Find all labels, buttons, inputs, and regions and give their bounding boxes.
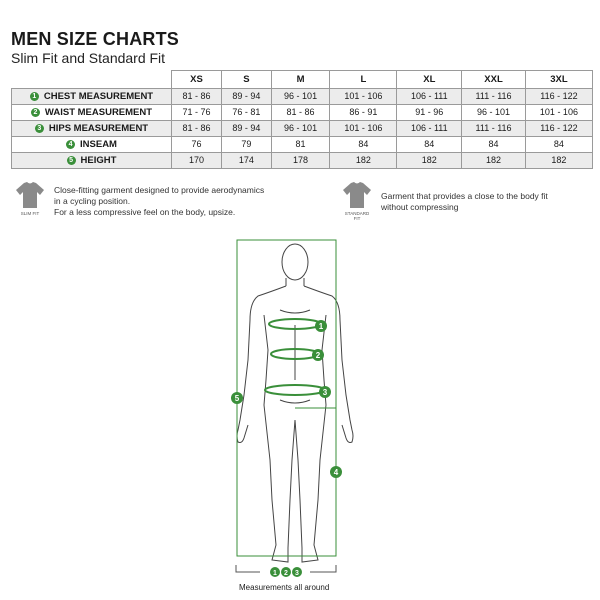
table-cell: 178 xyxy=(271,153,330,169)
row-label-text: WAIST MEASUREMENT xyxy=(44,107,153,118)
table-cell: 106 - 111 xyxy=(397,121,462,137)
row-label xyxy=(12,153,172,169)
marker-label: 5 xyxy=(234,394,240,403)
marker-badge: 3 xyxy=(35,124,44,133)
table-row xyxy=(12,121,593,137)
marker-label: 2 xyxy=(315,351,321,360)
footer-marker: 3 xyxy=(295,570,299,577)
table-cell: 86 - 91 xyxy=(330,105,397,121)
table-row xyxy=(12,105,593,121)
size-header: 3XL xyxy=(525,71,592,89)
table-cell: 111 - 116 xyxy=(462,89,526,105)
table-cell: 81 - 86 xyxy=(172,121,222,137)
marker-badge: 1 xyxy=(30,92,39,101)
row-label xyxy=(12,137,172,153)
measurements-note: Measurements all around xyxy=(239,583,330,592)
body-diagram xyxy=(0,230,600,600)
marker-label: 4 xyxy=(333,468,339,477)
slim-fit-line: Close-fitting garment designed to provide aerodynamics xyxy=(54,185,265,195)
row-label xyxy=(12,121,172,137)
standard-fit-line: Garment that provides a close to the body fit xyxy=(381,191,548,201)
table-cell: 81 - 86 xyxy=(172,89,222,105)
table-cell: 96 - 101 xyxy=(462,105,526,121)
page-title: MEN SIZE CHARTS xyxy=(11,29,180,49)
jersey-icon xyxy=(15,181,45,209)
table-row xyxy=(12,89,593,105)
table-cell: 76 - 81 xyxy=(221,105,271,121)
table-cell: 96 - 101 xyxy=(271,121,330,137)
jersey-icon xyxy=(342,181,372,209)
table-cell: 96 - 101 xyxy=(271,89,330,105)
table-cell: 182 xyxy=(330,153,397,169)
table-cell: 89 - 94 xyxy=(221,121,271,137)
marker-label: 1 xyxy=(318,322,324,331)
table-cell: 106 - 111 xyxy=(397,89,462,105)
table-cell: 116 - 122 xyxy=(525,89,592,105)
size-header: XXL xyxy=(462,71,526,89)
row-label xyxy=(12,105,172,121)
table-cell: 84 xyxy=(525,137,592,153)
table-cell: 182 xyxy=(525,153,592,169)
table-cell: 79 xyxy=(221,137,271,153)
slim-fit-caption: SLIM FIT xyxy=(20,211,40,216)
table-cell: 84 xyxy=(462,137,526,153)
table-cell: 174 xyxy=(221,153,271,169)
size-header-row xyxy=(12,71,593,89)
standard-fit-caption: STANDARD FIT xyxy=(344,211,370,221)
size-table xyxy=(11,70,593,169)
table-cell: 81 xyxy=(271,137,330,153)
row-label-text: CHEST MEASUREMENT xyxy=(43,91,154,102)
marker-label: 3 xyxy=(322,388,328,397)
marker-badge: 4 xyxy=(66,140,75,149)
table-cell: 111 - 116 xyxy=(462,121,526,137)
size-header: XS xyxy=(172,71,222,89)
footer-marker: 1 xyxy=(273,570,277,577)
row-label-text: HIPS MEASUREMENT xyxy=(48,123,149,134)
marker-badge: 2 xyxy=(31,108,40,117)
row-label-text: HEIGHT xyxy=(80,155,117,166)
table-cell: 81 - 86 xyxy=(271,105,330,121)
size-header: L xyxy=(330,71,397,89)
size-header: S xyxy=(221,71,271,89)
standard-fit-description xyxy=(381,191,548,213)
table-cell: 84 xyxy=(330,137,397,153)
footer-marker: 2 xyxy=(284,570,288,577)
table-cell: 182 xyxy=(397,153,462,169)
table-cell: 116 - 122 xyxy=(525,121,592,137)
table-cell: 91 - 96 xyxy=(397,105,462,121)
table-cell: 101 - 106 xyxy=(330,89,397,105)
table-row xyxy=(12,137,593,153)
standard-fit-line: without compressing xyxy=(381,202,459,212)
slim-fit-line: For a less compressive feel on the body, upsize. xyxy=(54,207,236,217)
size-header: XL xyxy=(397,71,462,89)
table-cell: 84 xyxy=(397,137,462,153)
table-cell: 89 - 94 xyxy=(221,89,271,105)
table-cell: 170 xyxy=(172,153,222,169)
hips-measure-line xyxy=(265,385,325,395)
page-subtitle: Slim Fit and Standard Fit xyxy=(11,50,166,66)
table-row xyxy=(12,153,593,169)
table-cell: 101 - 106 xyxy=(330,121,397,137)
slim-fit-line: in a cycling position. xyxy=(54,196,131,206)
table-cell: 101 - 106 xyxy=(525,105,592,121)
slim-fit-description xyxy=(54,185,264,218)
marker-badge: 5 xyxy=(67,156,76,165)
table-cell: 71 - 76 xyxy=(172,105,222,121)
row-label-text: INSEAM xyxy=(80,139,117,150)
table-cell: 76 xyxy=(172,137,222,153)
table-corner xyxy=(12,71,172,89)
row-label xyxy=(12,89,172,105)
table-cell: 182 xyxy=(462,153,526,169)
size-header: M xyxy=(271,71,330,89)
